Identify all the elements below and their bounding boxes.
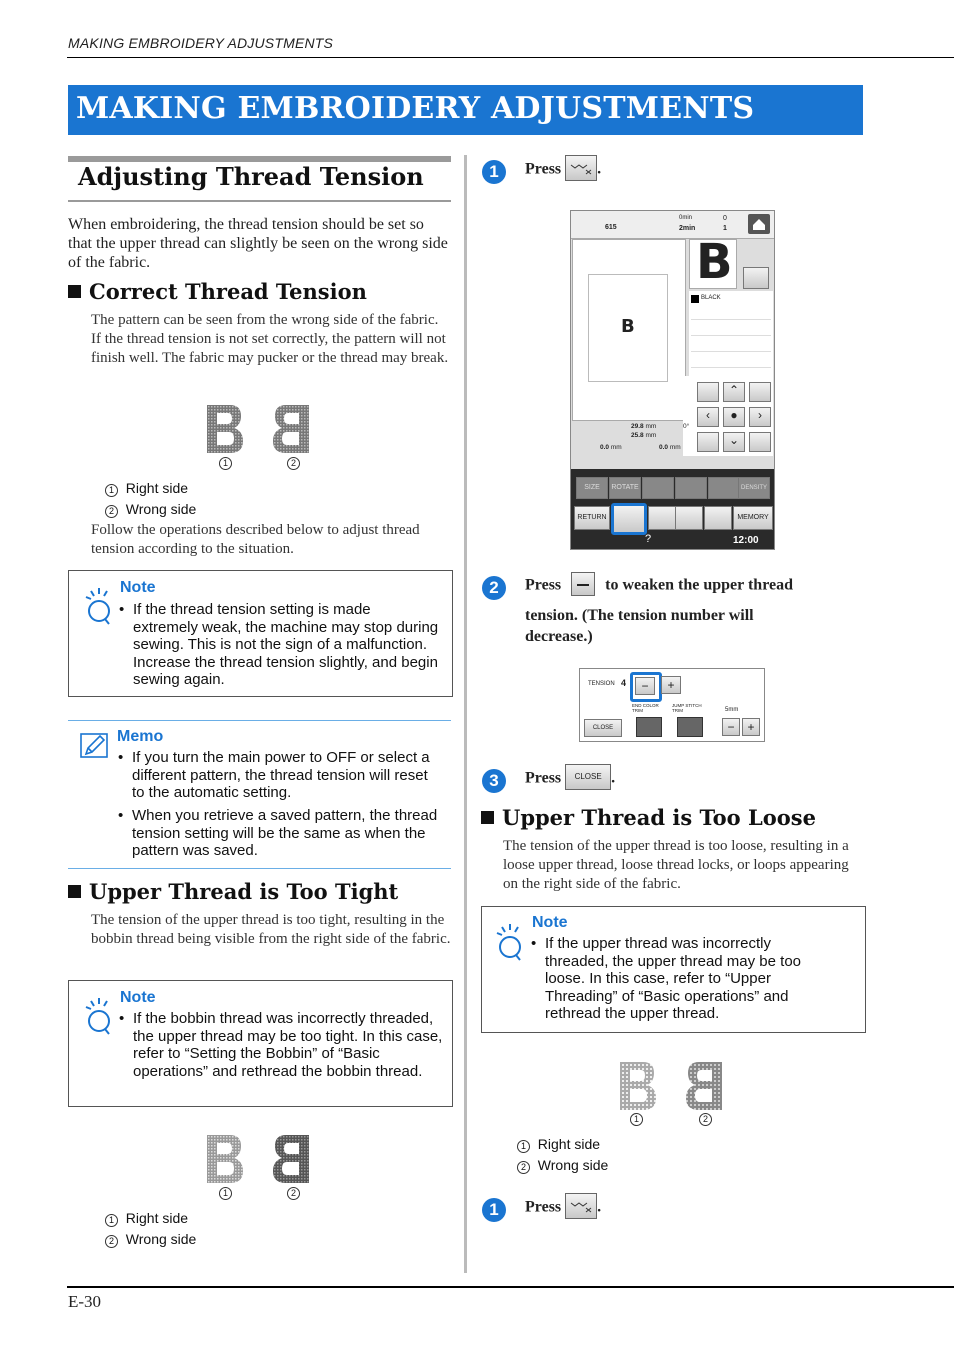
arrow-down-left-button[interactable] bbox=[697, 432, 719, 452]
arrow-up-right-button[interactable] bbox=[749, 382, 771, 402]
tension-panel-image: TENSION 4 − + END COLOR TRIM JUMP STITCH TRIM 5mm CLOSE − + bbox=[579, 668, 765, 742]
step-2-text-cont: tension. (The tension number will decrease.) bbox=[525, 607, 754, 645]
step-2-text: Press to weaken the upper thread bbox=[525, 574, 865, 598]
thread-settings-button-icon[interactable] bbox=[565, 155, 597, 181]
caption-wrong-side: 2 Wrong side bbox=[105, 1231, 196, 1248]
size-readout: 29.8 mm 25.8 mm 0° 0.0 mm 0.0 mm bbox=[600, 423, 690, 451]
jump-minus-button[interactable]: − bbox=[722, 718, 740, 736]
section-heading bbox=[68, 156, 451, 202]
rotate-button[interactable]: ROTATE bbox=[609, 477, 641, 499]
loose-heading: Upper Thread is Too Loose bbox=[481, 805, 816, 830]
loose-step-1-text: Press . bbox=[525, 1195, 601, 1221]
follow-text: Follow the operations described below to adjust thread tension according to the situation. bbox=[91, 522, 420, 557]
memo-bottom-rule bbox=[68, 868, 451, 869]
banner-title: MAKING EMBROIDERY ADJUSTMENTS bbox=[76, 91, 755, 126]
clock: 12:00 bbox=[733, 535, 759, 546]
chapter-banner bbox=[68, 85, 863, 135]
view-button[interactable] bbox=[743, 267, 769, 289]
arrow-up-button[interactable]: ⌃ bbox=[723, 382, 745, 402]
memo-top-rule bbox=[68, 720, 451, 721]
callout-1: 1 bbox=[219, 457, 232, 470]
callout-1: 1 bbox=[630, 1113, 643, 1126]
panel-close-button[interactable]: CLOSE bbox=[584, 719, 622, 737]
step-1-text: Press . bbox=[525, 157, 601, 183]
memory-button[interactable]: MEMORY bbox=[733, 506, 773, 530]
mirror-button[interactable] bbox=[642, 477, 674, 499]
note-icon bbox=[494, 921, 524, 966]
arrow-right-button[interactable]: › bbox=[749, 407, 771, 427]
pattern-thumbnail: B bbox=[689, 239, 737, 289]
return-button[interactable]: RETURN bbox=[574, 506, 610, 530]
header-rule bbox=[67, 57, 954, 58]
arrow-down-button[interactable]: ⌄ bbox=[723, 432, 745, 452]
footer-rule bbox=[67, 1286, 954, 1288]
tight-tension-sample-image bbox=[205, 1133, 325, 1185]
arrow-left-button[interactable]: ‹ bbox=[697, 407, 719, 427]
correct-body: The pattern can be seen from the wrong side of the fabric. If the thread tension is not set correctly, the pattern will not finish well. The fabric may pucker or the thread may break. bbox=[91, 312, 449, 366]
caption-right-side: 1 Right side bbox=[105, 1210, 188, 1227]
tool-button[interactable] bbox=[708, 477, 740, 499]
pattern-preview: B bbox=[572, 239, 686, 421]
jump-stitch-trim-button[interactable] bbox=[677, 717, 703, 737]
lcd-screen-image: 615 0min 2min 0 1 B B BLACK ⌃ ‹ ● › ⌄ 29.8 mm 25.8 mm 0° 0.0 mm 0.0 mm SIZE ROTATE DENSITY RETURN MEMORY 12:00 ? bbox=[570, 210, 775, 550]
lcd-bottom-bar bbox=[571, 469, 774, 549]
jump-plus-button[interactable]: + bbox=[742, 718, 760, 736]
correct-tension-sample-image bbox=[205, 403, 325, 455]
tight-note-box bbox=[68, 980, 453, 1107]
size-button[interactable]: SIZE bbox=[576, 477, 608, 499]
help-icon[interactable]: ? bbox=[645, 533, 652, 545]
memo-bullet-1: • If you turn the main power to OFF or select a different pattern, the thread tension will reset to the automatic setting. bbox=[118, 749, 430, 801]
thread-settings-button-icon[interactable] bbox=[565, 1193, 597, 1219]
caption-wrong-side: 2 Wrong side bbox=[517, 1157, 608, 1174]
memo-label: Memo bbox=[117, 728, 164, 745]
home-icon[interactable] bbox=[748, 214, 770, 234]
tight-heading: Upper Thread is Too Tight bbox=[68, 879, 398, 904]
arrow-down-right-button[interactable] bbox=[749, 432, 771, 452]
thread-settings-button-highlighted[interactable] bbox=[611, 503, 647, 535]
tight-body: The tension of the upper thread is too tight, resulting in the bobbin thread being visible from the right side of the fabric. bbox=[91, 912, 451, 947]
start-point-button[interactable] bbox=[675, 506, 703, 530]
note-box bbox=[68, 570, 453, 697]
page-number: E-30 bbox=[68, 1292, 102, 1311]
loose-note-box bbox=[481, 906, 866, 1033]
column-divider bbox=[464, 155, 467, 1273]
step-number-2: 2 bbox=[482, 576, 506, 600]
caption-right-side: 1 Right side bbox=[517, 1136, 600, 1153]
step-number-1: 1 bbox=[482, 160, 506, 184]
callout-2: 2 bbox=[287, 457, 300, 470]
minus-button-icon[interactable] bbox=[571, 572, 595, 596]
note-icon bbox=[83, 585, 113, 630]
callout-1: 1 bbox=[219, 1187, 232, 1200]
tension-minus-highlight[interactable]: − bbox=[630, 672, 662, 702]
callout-2: 2 bbox=[699, 1113, 712, 1126]
loose-tension-sample-image bbox=[618, 1060, 738, 1112]
tension-plus-button[interactable]: + bbox=[661, 676, 681, 694]
caption-wrong-side: 2 Wrong side bbox=[105, 501, 196, 518]
intro-paragraph: When embroidering, the thread tension should be set so that the upper thread can slightly be seen on the wrong side of the fabric. bbox=[68, 216, 448, 271]
trial-button[interactable] bbox=[704, 506, 732, 530]
note-icon bbox=[83, 995, 113, 1040]
callout-2: 2 bbox=[287, 1187, 300, 1200]
note-label: Note bbox=[120, 989, 156, 1006]
memo-bullet-2: • When you retrieve a saved pattern, the thread tension setting will be the same as when the pattern was saved. bbox=[118, 807, 438, 859]
arrow-pad bbox=[683, 376, 773, 456]
end-color-trim-button[interactable] bbox=[636, 717, 662, 737]
arrow-up-left-button[interactable] bbox=[697, 382, 719, 402]
density-button[interactable]: DENSITY bbox=[738, 477, 770, 499]
center-button[interactable]: ● bbox=[723, 407, 745, 427]
loose-body: The tension of the upper thread is too loose, resulting in a loose upper thread, loose thread locks, or loops appearing on the right side of the fabric. bbox=[503, 838, 849, 892]
note-label: Note bbox=[532, 914, 568, 931]
edit-button[interactable] bbox=[675, 477, 707, 499]
note-bullet: • If the thread tension setting is made extremely weak, the machine may stop during sewing. This is not the sign of a malfunction. Increase the thread tension slightly, and begin sewing again. bbox=[119, 601, 439, 688]
running-header: MAKING EMBROIDERY ADJUSTMENTS bbox=[68, 35, 334, 51]
note-label: Note bbox=[120, 579, 156, 596]
note-bullet: • If the bobbin thread was incorrectly threaded, the upper thread may be too tight. In this case, refer to “Setting the Bobbin” of “Basic operations” and rethread the bobbin thread. bbox=[119, 1010, 443, 1080]
memo-pencil-icon bbox=[80, 732, 110, 765]
color-list: BLACK bbox=[689, 291, 773, 385]
loose-step-number-1: 1 bbox=[482, 1198, 506, 1222]
correct-heading: Correct Thread Tension bbox=[68, 279, 367, 304]
note-bullet: • If the upper thread was incorrectly threaded, the upper thread may be too loose. In this case, refer to “Upper Threading” of “Basic operations” and rethread the upper thread. bbox=[531, 935, 802, 1022]
section-title: Adjusting Thread Tension bbox=[78, 162, 424, 191]
close-button-icon[interactable]: CLOSE bbox=[565, 764, 611, 790]
step-3-text: Press CLOSE . bbox=[525, 766, 615, 792]
step-number-3: 3 bbox=[482, 769, 506, 793]
caption-right-side: 1 Right side bbox=[105, 480, 188, 497]
needle-button[interactable] bbox=[648, 506, 676, 530]
